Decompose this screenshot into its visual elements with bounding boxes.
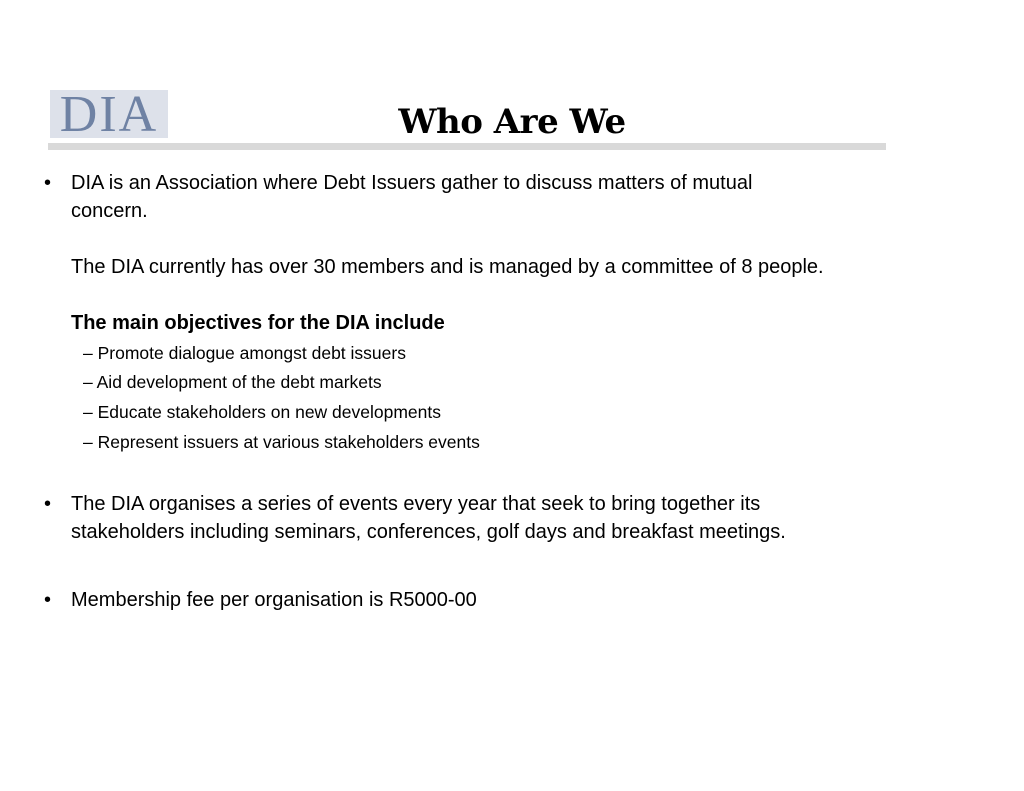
objectives-heading: The main objectives for the DIA include [71,312,445,334]
logo-text: DIA [59,86,159,143]
objective-item: – Represent issuers at various stakeholders events [83,432,480,452]
bullet-2-line-2: stakeholders including seminars, conferences, golf days and breakfast meetings. [71,521,786,543]
bullet-dot: • [44,493,52,515]
objective-item: – Aid development of the debt markets [83,372,382,392]
page-title: Who Are We [398,102,626,142]
bullet-2-line-1: The DIA organises a series of events every year that seek to bring together its [71,493,761,515]
objective-item: – Educate stakeholders on new developments [83,402,442,422]
bullet-3-line-1: Membership fee per organisation is R5000-00 [71,589,477,611]
objective-item: – Promote dialogue amongst debt issuers [83,343,406,363]
bullet-dot: • [44,589,52,611]
bullet-dot: • [44,172,52,194]
bullet-1-line-2: concern. [71,200,148,222]
bullet-1-line-1: DIA is an Association where Debt Issuers gather to discuss matters of mutual [71,172,753,194]
membership-paragraph: The DIA currently has over 30 members and is managed by a committee of 8 people. [71,256,824,278]
